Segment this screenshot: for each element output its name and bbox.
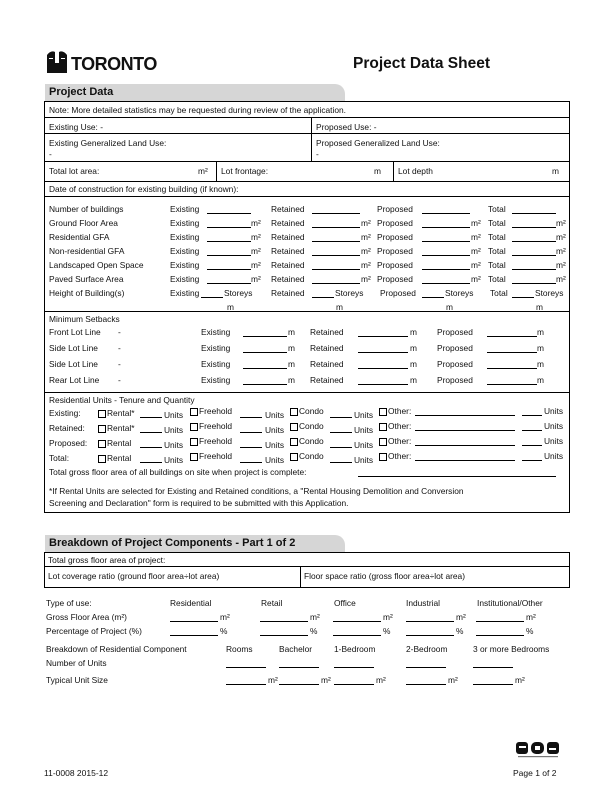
bedroom-heading: 1-Bedroom (334, 644, 376, 654)
gfa-by-use-label: Gross Floor Area (m²) (46, 612, 127, 622)
proposed-field[interactable] (422, 204, 470, 214)
setback-proposed-label: Proposed (437, 327, 473, 337)
other-label: Other: (388, 421, 412, 431)
existing-label: Existing (170, 260, 200, 270)
m-label: m (537, 343, 544, 353)
unit-label: m² (556, 218, 566, 228)
m2-label: m² (456, 612, 466, 622)
lot-frontage-label: Lot frontage: (221, 166, 269, 176)
setback-value[interactable]: - (118, 375, 121, 385)
proposed-storeys-field[interactable] (422, 288, 444, 298)
proposed-label: Proposed (377, 246, 413, 256)
units-label: Units (354, 455, 374, 465)
form-number: 11-0008 2015-12 (44, 768, 109, 778)
area-row-label: Residential GFA (49, 232, 110, 242)
units-label: Units (354, 440, 374, 450)
total-label: Total (488, 260, 506, 270)
existing-field[interactable] (207, 232, 251, 242)
condo-label: Condo (299, 436, 324, 446)
other-type-field[interactable] (415, 451, 515, 461)
existing-height-label: Existing (170, 288, 200, 298)
freehold-label: Freehold (199, 436, 233, 446)
project-total-gfa-label: Total gross floor area of project: (48, 555, 166, 565)
units-title: Residential Units - Tenure and Quantity (49, 395, 195, 405)
use-gfa-field[interactable] (406, 612, 454, 622)
setback-retained-field[interactable] (358, 343, 408, 353)
setback-proposed-field[interactable] (487, 359, 537, 369)
rental-units-field[interactable] (140, 438, 162, 448)
unit-size-field[interactable] (279, 675, 319, 685)
freehold-units-field[interactable] (240, 423, 262, 433)
m-label: m (537, 359, 544, 369)
proposed-use-field[interactable]: Proposed Use: - (316, 122, 377, 132)
use-heading: Institutional/Other (477, 598, 543, 608)
storeys-label: Storeys (224, 288, 253, 298)
bedroom-heading: Rooms (226, 644, 253, 654)
other-units-field[interactable] (522, 436, 542, 446)
unit-label: m² (471, 246, 481, 256)
units-label: Units (354, 425, 374, 435)
setback-proposed-field[interactable] (487, 327, 537, 337)
retained-field[interactable] (312, 218, 360, 228)
unit-label: m² (471, 218, 481, 228)
total-height-label: Total (490, 288, 508, 298)
freehold-label: Freehold (199, 406, 233, 416)
page-title: Project Data Sheet (353, 55, 490, 72)
retained-field[interactable] (312, 260, 360, 270)
setback-retained-field[interactable] (358, 375, 408, 385)
units-label: Units (265, 425, 285, 435)
units-label: Units (544, 436, 564, 446)
proposed-label: Proposed (377, 232, 413, 242)
total-storeys-field[interactable] (512, 288, 534, 298)
existing-field[interactable] (207, 260, 251, 270)
unit-label: m² (251, 260, 261, 270)
freehold-checkbox[interactable] (190, 438, 198, 446)
m-label: m (288, 327, 295, 337)
existing-land-use-value[interactable]: - (49, 149, 52, 159)
unit-size-field[interactable] (226, 675, 266, 685)
area-row-label: Non-residential GFA (49, 246, 125, 256)
other-units-field[interactable] (522, 421, 542, 431)
units-label: Units (164, 455, 184, 465)
official-seal-logo (516, 742, 560, 760)
proposed-height-m-field[interactable] (422, 302, 444, 312)
setback-label: Front Lot Line (49, 327, 101, 337)
lot-area-unit: m² (198, 166, 208, 176)
rental-label: Rental (107, 438, 132, 448)
retained-height-label: Retained (271, 288, 305, 298)
proposed-land-use-value[interactable]: - (316, 149, 319, 159)
rental-checkbox[interactable] (98, 455, 106, 463)
total-label: Total (488, 246, 506, 256)
existing-height-m-field[interactable] (203, 302, 225, 312)
rental-checkbox[interactable] (98, 425, 106, 433)
setback-proposed-field[interactable] (487, 375, 537, 385)
other-label: Other: (388, 406, 412, 416)
m-label: m (227, 302, 234, 312)
setback-retained-field[interactable] (358, 359, 408, 369)
rental-checkbox[interactable] (98, 410, 106, 418)
bedroom-heading: 2-Bedroom (406, 644, 448, 654)
retained-label: Retained (271, 218, 305, 228)
existing-storeys-field[interactable] (201, 288, 223, 298)
setback-value[interactable]: - (118, 359, 121, 369)
setback-existing-field[interactable] (243, 343, 287, 353)
total-field[interactable] (512, 260, 556, 270)
condo-label: Condo (299, 451, 324, 461)
other-label: Other: (388, 451, 412, 461)
use-percent-field[interactable] (260, 626, 308, 636)
total-field[interactable] (512, 274, 556, 284)
retained-field[interactable] (312, 246, 360, 256)
retained-field[interactable] (312, 232, 360, 242)
units-label: Units (265, 410, 285, 420)
m2-label: m² (321, 675, 331, 685)
setback-existing-field[interactable] (243, 327, 287, 337)
units-label: Units (164, 440, 184, 450)
m-label: m (336, 302, 343, 312)
m2-label: m² (526, 612, 536, 622)
proposed-field[interactable] (422, 246, 470, 256)
m-label: m (410, 359, 417, 369)
existing-label: Existing (170, 204, 200, 214)
number-of-units-field[interactable] (473, 658, 513, 668)
unit-size-field[interactable] (334, 675, 374, 685)
setback-value[interactable]: - (118, 343, 121, 353)
units-label: Units (164, 410, 184, 420)
proposed-label: Proposed (377, 218, 413, 228)
lot-depth-unit: m (552, 166, 559, 176)
proposed-land-use-label: Proposed Generalized Land Use: (316, 138, 440, 148)
m-label: m (410, 375, 417, 385)
m-label: m (410, 343, 417, 353)
retained-label: Retained (271, 260, 305, 270)
unit-label: m² (251, 232, 261, 242)
m-label: m (537, 327, 544, 337)
height-row-label: Height of Building(s) (49, 288, 125, 298)
area-row-label: Landscaped Open Space (49, 260, 144, 270)
unit-label: m² (251, 218, 261, 228)
lot-area-label: Total lot area: (49, 166, 100, 176)
unit-label: m² (556, 274, 566, 284)
retained-label: Retained (271, 204, 305, 214)
condo-checkbox[interactable] (290, 438, 298, 446)
unit-label: m² (556, 260, 566, 270)
condo-checkbox[interactable] (290, 408, 298, 416)
total-field[interactable] (512, 218, 556, 228)
unit-label: m² (361, 260, 371, 270)
m2-label: m² (376, 675, 386, 685)
use-heading: Industrial (406, 598, 440, 608)
use-gfa-field[interactable] (170, 612, 218, 622)
total-label: Total (488, 204, 506, 214)
freehold-checkbox[interactable] (190, 423, 198, 431)
use-gfa-field[interactable] (260, 612, 308, 622)
retained-field[interactable] (312, 204, 360, 214)
condo-checkbox[interactable] (290, 453, 298, 461)
number-of-units-field[interactable] (406, 658, 446, 668)
units-label: Units (164, 425, 184, 435)
area-row-label: Ground Floor Area (49, 218, 118, 228)
total-field[interactable] (512, 246, 556, 256)
setbacks-title: Minimum Setbacks (49, 314, 120, 324)
bedroom-heading: Bachelor (279, 644, 313, 654)
number-of-units-field[interactable] (279, 658, 319, 668)
number-of-units-label: Number of Units (46, 658, 107, 668)
area-row-label: Number of buildings (49, 204, 124, 214)
units-label: Units (354, 410, 374, 420)
number-of-units-field[interactable] (226, 658, 266, 668)
lot-frontage-unit: m (374, 166, 381, 176)
rental-checkbox[interactable] (98, 440, 106, 448)
lot-coverage-label: Lot coverage ratio (ground floor area÷lot area) (48, 571, 220, 581)
existing-label: Existing (170, 232, 200, 242)
existing-field[interactable] (207, 204, 251, 214)
unit-label: m² (251, 246, 261, 256)
unit-label: m² (556, 232, 566, 242)
city-hall-icon (46, 49, 68, 73)
setback-label: Side Lot Line (49, 343, 98, 353)
existing-label: Existing (170, 274, 200, 284)
section-tab-project-data: Project Data (45, 84, 345, 101)
setback-retained-label: Retained (310, 343, 344, 353)
unit-label: m² (556, 246, 566, 256)
bedroom-heading: 3 or more Bedrooms (473, 644, 550, 654)
setback-retained-label: Retained (310, 359, 344, 369)
storeys-label: Storeys (335, 288, 364, 298)
construction-date-label: Date of construction for existing building (if known): (49, 184, 239, 194)
setback-value[interactable]: - (118, 327, 121, 337)
proposed-label: Proposed (377, 260, 413, 270)
setback-existing-label: Existing (201, 343, 231, 353)
unit-label: m² (471, 274, 481, 284)
footnote-line-2: Screening and Declaration" form is required to be submitted with this Application. (49, 498, 349, 508)
condo-units-field[interactable] (330, 453, 352, 463)
rental-units-field[interactable] (140, 408, 162, 418)
unit-size-field[interactable] (406, 675, 446, 685)
proposed-field[interactable] (422, 274, 470, 284)
total-height-m-field[interactable] (512, 302, 534, 312)
retained-height-m-field[interactable] (312, 302, 334, 312)
total-label: Total (488, 218, 506, 228)
other-label: Other: (388, 436, 412, 446)
condo-label: Condo (299, 406, 324, 416)
tenure-row-label: Existing: (49, 408, 81, 418)
condo-units-field[interactable] (330, 408, 352, 418)
retained-label: Retained (271, 246, 305, 256)
existing-label: Existing (170, 246, 200, 256)
retained-label: Retained (271, 274, 305, 284)
unit-label: m² (471, 260, 481, 270)
total-field[interactable] (512, 232, 556, 242)
retained-storeys-field[interactable] (312, 288, 334, 298)
use-percent-field[interactable] (406, 626, 454, 636)
type-of-use-label: Type of use: (46, 598, 92, 608)
existing-field[interactable] (207, 274, 251, 284)
unit-label: m² (471, 232, 481, 242)
proposed-field[interactable] (422, 218, 470, 228)
units-label: Units (265, 455, 285, 465)
m2-label: m² (448, 675, 458, 685)
retained-field[interactable] (312, 274, 360, 284)
proposed-field[interactable] (422, 260, 470, 270)
other-checkbox[interactable] (379, 423, 387, 431)
setback-label: Rear Lot Line (49, 375, 100, 385)
other-checkbox[interactable] (379, 408, 387, 416)
condo-units-field[interactable] (330, 423, 352, 433)
use-percent-field[interactable] (476, 626, 524, 636)
freehold-checkbox[interactable] (190, 453, 198, 461)
setback-proposed-field[interactable] (487, 343, 537, 353)
units-label: Units (544, 421, 564, 431)
other-type-field[interactable] (415, 436, 515, 446)
setback-existing-label: Existing (201, 359, 231, 369)
tenure-row-label: Total: (49, 453, 70, 463)
percent-label: % (383, 626, 391, 636)
total-field[interactable] (512, 204, 556, 214)
condo-checkbox[interactable] (290, 423, 298, 431)
m2-label: m² (383, 612, 393, 622)
existing-land-use-label: Existing Generalized Land Use: (49, 138, 167, 148)
percent-label: % (526, 626, 534, 636)
lot-depth-label: Lot depth (398, 166, 433, 176)
setback-existing-field[interactable] (243, 375, 287, 385)
setback-proposed-label: Proposed (437, 343, 473, 353)
proposed-label: Proposed (377, 204, 413, 214)
percentage-label: Percentage of Project (%) (46, 626, 142, 636)
use-gfa-field[interactable] (476, 612, 524, 622)
setback-proposed-label: Proposed (437, 375, 473, 385)
units-label: Units (544, 451, 564, 461)
freehold-checkbox[interactable] (190, 408, 198, 416)
use-heading: Residential (170, 598, 212, 608)
other-type-field[interactable] (415, 406, 515, 416)
use-heading: Retail (261, 598, 283, 608)
breakdown-residential-label: Breakdown of Residential Component (46, 644, 187, 654)
rental-units-field[interactable] (140, 453, 162, 463)
m-label: m (288, 359, 295, 369)
number-of-units-field[interactable] (334, 658, 374, 668)
use-heading: Office (334, 598, 356, 608)
use-percent-field[interactable] (333, 626, 381, 636)
freehold-units-field[interactable] (240, 438, 262, 448)
unit-size-field[interactable] (473, 675, 513, 685)
unit-label: m² (361, 218, 371, 228)
city-logo (46, 47, 157, 73)
storeys-label: Storeys (535, 288, 564, 298)
total-gfa-complete-field[interactable] (358, 467, 556, 477)
total-label: Total (488, 232, 506, 242)
percent-label: % (456, 626, 464, 636)
retained-label: Retained (271, 232, 305, 242)
m-label: m (446, 302, 453, 312)
typical-unit-size-label: Typical Unit Size (46, 675, 108, 685)
percent-label: % (310, 626, 318, 636)
condo-label: Condo (299, 421, 324, 431)
setback-retained-label: Retained (310, 375, 344, 385)
m-label: m (536, 302, 543, 312)
m2-label: m² (268, 675, 278, 685)
unit-label: m² (251, 274, 261, 284)
proposed-field[interactable] (422, 232, 470, 242)
existing-field[interactable] (207, 218, 251, 228)
m-label: m (410, 327, 417, 337)
other-type-field[interactable] (415, 421, 515, 431)
m2-label: m² (515, 675, 525, 685)
m-label: m (288, 375, 295, 385)
other-units-field[interactable] (522, 406, 542, 416)
rental-label: Rental* (107, 408, 135, 418)
rental-units-field[interactable] (140, 423, 162, 433)
total-label: Total (488, 274, 506, 284)
rental-label: Rental (107, 453, 132, 463)
storeys-label: Storeys (445, 288, 474, 298)
percent-label: % (220, 626, 228, 636)
proposed-height-label: Proposed (380, 288, 416, 298)
units-label: Units (265, 440, 285, 450)
page-number: Page 1 of 2 (513, 768, 557, 778)
condo-units-field[interactable] (330, 438, 352, 448)
freehold-label: Freehold (199, 451, 233, 461)
existing-label: Existing (170, 218, 200, 228)
freehold-units-field[interactable] (240, 408, 262, 418)
unit-label: m² (361, 274, 371, 284)
m2-label: m² (310, 612, 320, 622)
proposed-label: Proposed (377, 274, 413, 284)
total-gfa-complete-label: Total gross floor area of all buildings on site when project is complete: (49, 467, 307, 477)
other-checkbox[interactable] (379, 438, 387, 446)
other-units-field[interactable] (522, 451, 542, 461)
setback-proposed-label: Proposed (437, 359, 473, 369)
section-tab-breakdown: Breakdown of Project Components - Part 1 of 2 (45, 535, 345, 552)
unit-label: m² (361, 246, 371, 256)
setback-label: Side Lot Line (49, 359, 98, 369)
footnote-line-1: *If Rental Units are selected for Existing and Retained conditions, a "Rental Housing Demolition and Conversion (49, 486, 464, 496)
existing-field[interactable] (207, 246, 251, 256)
setback-existing-label: Existing (201, 375, 231, 385)
logo-wordmark: TORONTO (71, 54, 157, 74)
tenure-row-label: Proposed: (49, 438, 88, 448)
use-percent-field[interactable] (170, 626, 218, 636)
freehold-units-field[interactable] (240, 453, 262, 463)
units-label: Units (544, 406, 564, 416)
use-gfa-field[interactable] (333, 612, 381, 622)
area-row-label: Paved Surface Area (49, 274, 124, 284)
setback-existing-label: Existing (201, 327, 231, 337)
setback-retained-label: Retained (310, 327, 344, 337)
floor-space-label: Floor space ratio (gross floor area÷lot area) (304, 571, 465, 581)
freehold-label: Freehold (199, 421, 233, 431)
other-checkbox[interactable] (379, 453, 387, 461)
tenure-row-label: Retained: (49, 423, 85, 433)
unit-label: m² (361, 232, 371, 242)
m2-label: m² (220, 612, 230, 622)
rental-label: Rental* (107, 423, 135, 433)
note-text: Note: More detailed statistics may be requested during review of the application. (49, 105, 347, 115)
setback-existing-field[interactable] (243, 359, 287, 369)
setback-retained-field[interactable] (358, 327, 408, 337)
m-label: m (288, 343, 295, 353)
existing-use-field[interactable]: Existing Use: - (49, 122, 103, 132)
m-label: m (537, 375, 544, 385)
